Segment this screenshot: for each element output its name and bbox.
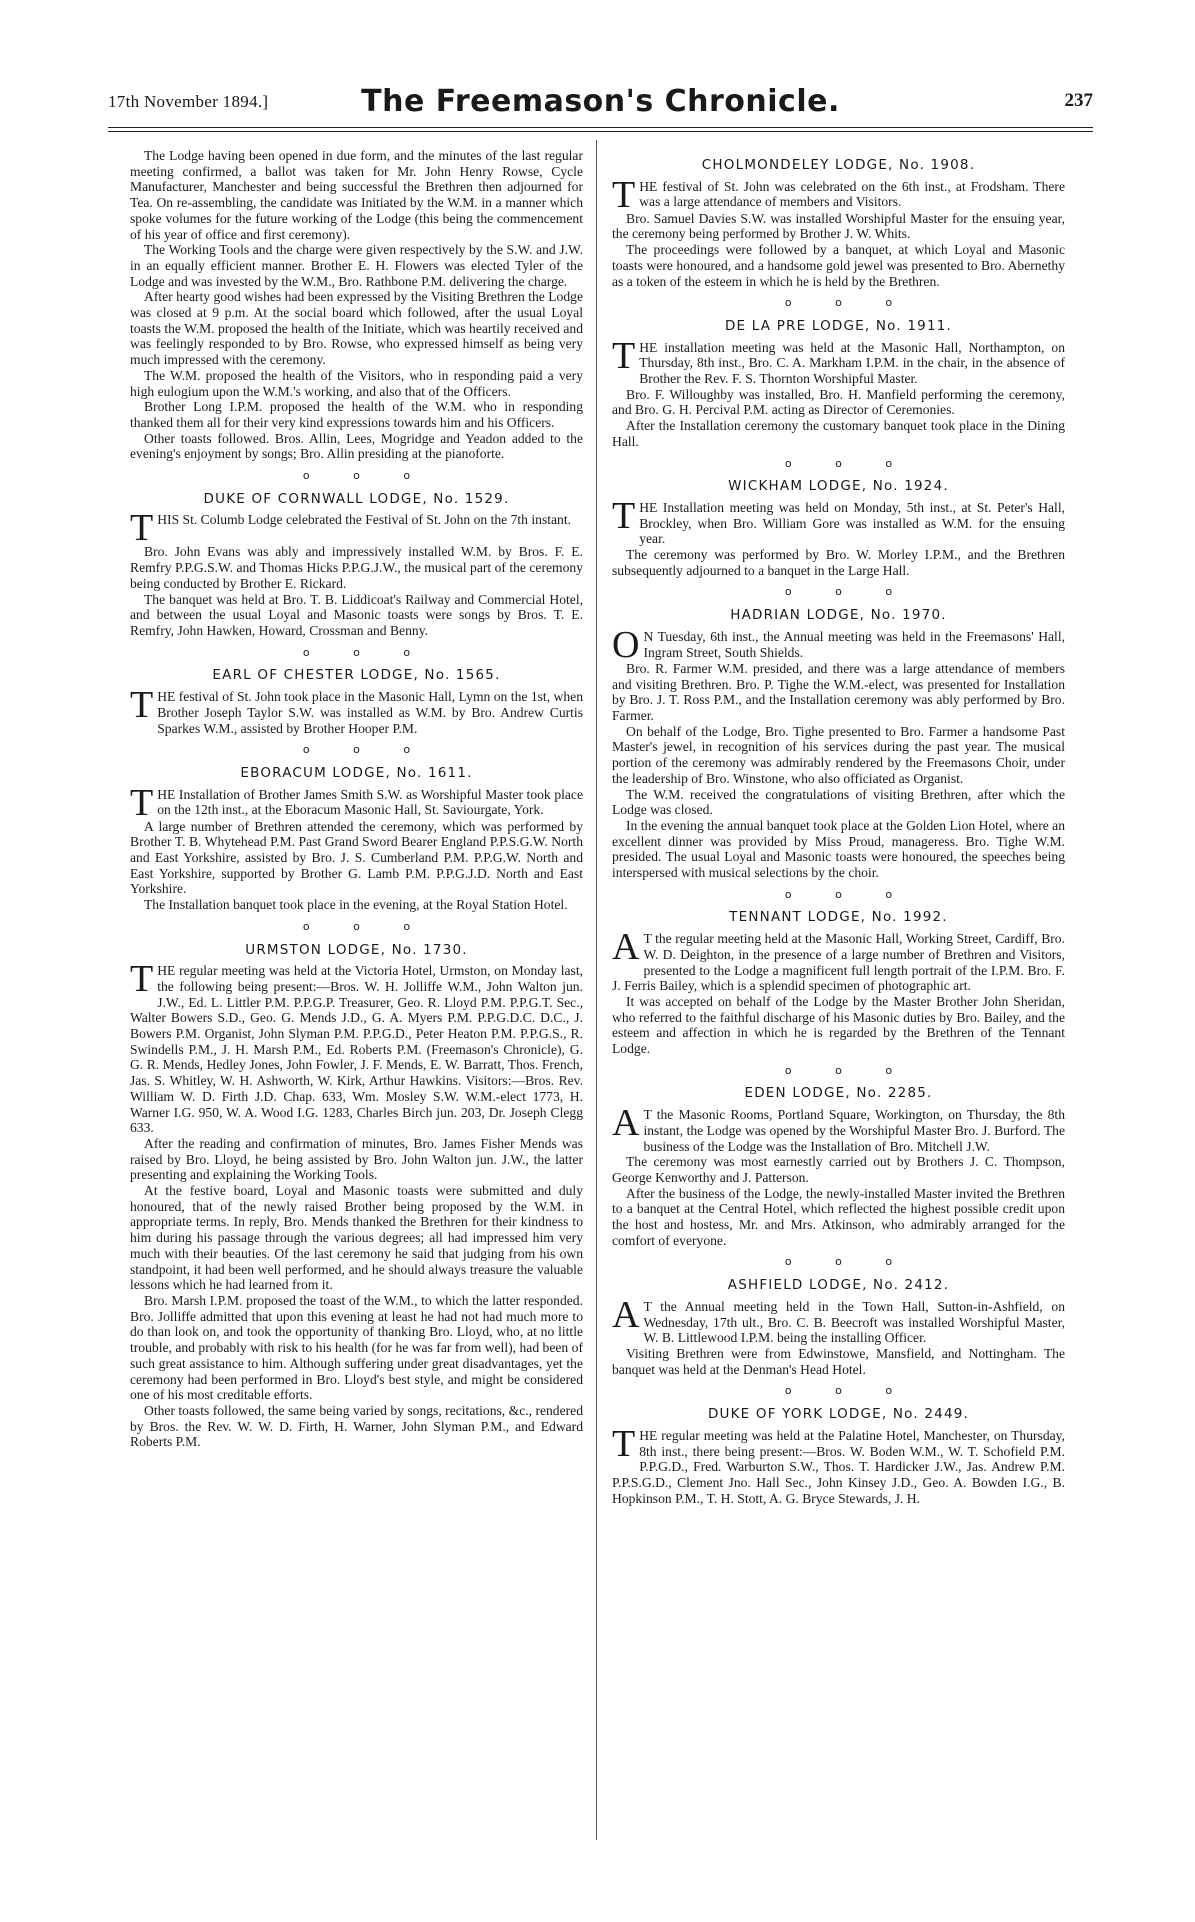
lead-text: HIS St. Columb Lodge celebrated the Festival of St. John on the 7th instant. xyxy=(157,512,572,528)
paragraph: Other toasts followed, the same being varied by songs, recitations, &c., rendered by Bros. the Rev. W. W. D. Firth, H. Warner, John Slyman P.M., and Edward Roberts P.M. xyxy=(130,1402,583,1450)
paragraph: The ceremony was performed by Bro. W. Morley I.P.M., and the Brethren subsequently adjourned to a banquet in the Large Hall. xyxy=(612,547,1065,578)
drop-cap: T xyxy=(612,499,636,537)
publication-title: The Freemason's Chronicle. xyxy=(361,84,840,119)
drop-cap: A xyxy=(612,1107,640,1145)
drop-cap: T xyxy=(612,339,636,377)
drop-cap: T xyxy=(130,963,154,1001)
section-separator: o o o xyxy=(302,743,431,757)
section-separator: o o o xyxy=(302,645,431,659)
lead-paragraph xyxy=(612,1428,1065,1507)
section-separator: o o o xyxy=(784,1384,913,1398)
section-separator: o o o xyxy=(784,585,913,599)
paragraph: The Installation banquet took place in the evening, at the Royal Station Hotel. xyxy=(144,897,568,913)
lead-text: N Tuesday, 6th inst., the Annual meeting was held in the Freemasons' Hall, Ingram Street, South Shields. xyxy=(643,628,1065,660)
paragraph: The banquet was held at Bro. T. B. Liddicoat's Railway and Commercial Hotel, and between the usual Loyal and Masonic toasts were songs by Bros. T. E. Remfry, John Hawken, Howard, Crossman and Benny. xyxy=(130,591,583,638)
paragraph: Brother Long I.P.M. proposed the health of the W.M. who in responding thanked them all for their very kind expressions towards him and his Officers. xyxy=(130,399,583,430)
paragraph: After the reading and confirmation of minutes, Bro. James Fisher Mends was raised by Bro. Lloyd, he being assisted by Bro. John Walton jun. J.W., the latter presenting and explaining the Working Tools. xyxy=(130,1135,583,1183)
paragraph: It was accepted on behalf of the Lodge by the Master Brother John Sheridan, who referred to the faithful discharge of his Masonic duties by Bro. Bailey, and the esteem and affection in which he is regarded by the Brethren of the Tennant Lodge. xyxy=(612,993,1065,1057)
masthead xyxy=(108,84,1093,124)
drop-cap: T xyxy=(130,689,154,727)
column-divider xyxy=(596,140,597,1840)
lead-text: T the Masonic Rooms, Portland Square, Workington, on Thursday, the 8th instant, the Lodge was opened by the Worshipful Master Bro. J. Burford. The business of the Lodge was the Installation of Bro. Mitchell J.W. xyxy=(643,1107,1065,1154)
paragraph: The proceedings were followed by a banquet, at which Loyal and Masonic toasts were honoured, and a handsome gold jewel was presented to Bro. Abernethy as a token of the esteem in which he is held by the Brethren. xyxy=(612,242,1065,289)
lead-paragraph xyxy=(612,931,1065,994)
lodge-heading: EARL OF CHESTER LODGE, No. 1565. xyxy=(212,667,501,684)
lead-paragraph xyxy=(612,340,1065,387)
lead-text: HE festival of St. John took place in the Masonic Hall, Lymn on the 1st, when Brother Joseph Taylor S.W. was installed as W.M. by Bro. Andrew Curtis Sparkes W.M., assisted by Brother Hooper P.M. xyxy=(157,689,583,736)
drop-cap: A xyxy=(612,931,640,969)
lead-paragraph xyxy=(130,689,583,736)
paragraph: The Working Tools and the charge were given respectively by the S.W. and J.W. in an equally efficient manner. Brother E. H. Flowers was elected Tyler of the Lodge and was invested by the W.M., Bro. Rathbone P.M. delivering the charge. xyxy=(130,242,583,289)
lead-paragraph xyxy=(612,179,1065,211)
paragraph: On behalf of the Lodge, Bro. Tighe presented to Bro. Farmer a handsome Past Master's jewel, in recognition of his services during the past year. The musical portion of the ceremony was admirably rendered by the Freemasons Choir, under the leadership of Bro. Winstone, who also officiated as Organist. xyxy=(612,723,1065,786)
lead-text: HE Installation of Brother James Smith S.W. as Worshipful Master took place on the 12th inst., at the Eboracum Masonic Hall, St. Saviourgate, York. xyxy=(157,786,583,818)
lodge-heading: HADRIAN LODGE, No. 1970. xyxy=(730,607,947,624)
lead-text: T the regular meeting held at the Masonic Hall, Working Street, Cardiff, Bro. W. D. Deighton, in the presence of a large number of Brethren and Visitors, presented to the Lodge a magnificent full length portrait of the I.P.M. Bro. F. J. Ferris Bailey, which is a splendid specimen of photographic art. xyxy=(612,931,1065,994)
lead-text: HE Installation meeting was held on Monday, 5th inst., at St. Peter's Hall, Brockley, when Bro. William Gore was installed as W.M. for the ensuing year. xyxy=(639,499,1065,547)
lead-text: HE regular meeting was held at the Victoria Hotel, Urmston, on Monday last, the following being present:—Bros. W. H. Jolliffe W.M., John Walton jun. J.W., Ed. L. Littler P.M. P.P.G.P. Treasurer, Geo. R. Lloyd P.M. P.P.G.T. Sec., Walter Bowers S.D., Geo. G. Mends J.D., G. A. Myers P.M. P.P.G.D.C. D.C., J. Bowers P.M. Organist, John Slyman P.M. P.P.G.D., Peter Heaton P.M. P.P.G.S., R. Swindells P.M., J. H. Marsh P.M., Ed. Roberts P.M. (Freemason's Chronicle), G. G. R. Mends, Hedley Jones, John Fowler, J. F. Mends, E. W. Barratt, Thos. French, Jas. S. Whitley, W. H. Ashworth, W. Kirk, Arthur Hawkins. Visitors:—Bros. Rev. William W. D. Firth J.D. Chap. 633, Wm. Mosley S.W. W.M.-elect 1773, H. Warner I.G. 950, W. A. Wood I.G. 1283, Charles Birch jun. 203, Dr. Joseph Clegg 633. xyxy=(130,963,583,1136)
lodge-heading: CHOLMONDELEY LODGE, No. 1908. xyxy=(701,157,976,173)
paragraph: After the Installation ceremony the customary banquet took place in the Dining Hall. xyxy=(612,418,1065,449)
section-separator: o o o xyxy=(784,1255,913,1269)
section-separator: o o o xyxy=(784,887,913,901)
paragraph: A large number of Brethren attended the ceremony, which was performed by Brother T. B. Whytehead P.M. Past Grand Sword Bearer England P.P.S.G.W. North and East Yorkshire, assisted by Bro. J. S. Cumberland P.M. P.P.G.W. North and East Yorkshire, supported by Brother G. Lamb P.M. P.P.G.J.D. North and East Yorkshire. xyxy=(130,818,583,897)
lead-paragraph xyxy=(612,1299,1065,1346)
lodge-heading: EBORACUM LODGE, No. 1611. xyxy=(240,764,473,781)
paragraph: Bro. John Evans was ably and impressively installed W.M. by Bros. F. E. Remfry P.P.G.S.W. and Thomas Hicks P.P.G.J.W., the musical part of the ceremony being conducted by Brother E. Rickard. xyxy=(130,544,583,591)
paragraph: Bro. Marsh I.P.M. proposed the toast of the W.M., to which the latter responded. Bro. Jolliffe admitted that upon this evening at least he had not had much more to do than look on, and took the opportunity of thanking Bro. Lloyd, who, at no little trouble, and probably with risk to his health (for he was far from well), had been of such great assistance to him. Although suffering under great disadvantages, yet the ceremony had been performed in Bro. Lloyd's best style, and might be considered one of his most creditable efforts. xyxy=(130,1293,583,1403)
paragraph: Visiting Brethren were from Edwinstowe, Mansfield, and Nottingham. The banquet was held at the Denman's Head Hotel. xyxy=(612,1346,1065,1377)
paragraph: Bro. F. Willoughby was installed, Bro. H. Manfield performing the ceremony, and Bro. G. H. Percival P.M. acting as Director of Ceremonies. xyxy=(612,386,1065,418)
drop-cap: O xyxy=(612,628,640,661)
paragraph: The W.M. proposed the health of the Visitors, who in responding paid a very high eulogium upon the W.M.'s working, and also that of the Officers. xyxy=(130,367,583,399)
paragraph: The Lodge having been opened in due form, and the minutes of the last regular meeting confirmed, a ballot was taken for Mr. John Henry Rowse, Cycle Manufacturer, Manchester and being successful the Brethren then adjourned for Tea. On re-assembling, the candidate was Initiated by the W.M. in a manner which spoke volumes for the future working of the Lodge (this being the commencement of his year of office and first ceremony). xyxy=(130,148,583,242)
lead-paragraph xyxy=(612,1107,1065,1154)
lodge-heading: DUKE OF CORNWALL LODGE, No. 1529. xyxy=(203,490,510,507)
paragraph: After the business of the Lodge, the newly-installed Master invited the Brethren to a banquet at the Central Hotel, which reflected the highest possible credit upon the host and hostess, Mr. and Mrs. Atkinson, who admirably arranged for the comfort of everyone. xyxy=(612,1185,1065,1248)
left-column xyxy=(130,148,583,1450)
paragraph: After hearty good wishes had been expressed by the Visiting Brethren the Lodge was closed at 9 p.m. At the social board which followed, after the usual Loyal toasts the W.M. proposed the health of the Initiate, which was heartily received and was feelingly responded to by Bro. Rowse, who expressed himself as being very much impressed with the ceremony. xyxy=(130,289,583,368)
section-separator: o o o xyxy=(784,1063,913,1077)
page-number: 237 xyxy=(1064,90,1093,111)
lead-text: HE regular meeting was held at the Palatine Hotel, Manchester, on Thursday, 8th inst., there being present:—Bros. W. Boden W.M., W. T. Schofield P.M. P.P.G.D., Fred. Warburton S.W., Thos. T. Hardicker J.W., Jas. Andrew P.M. P.P.S.G.D., Clement Jno. Hall Sec., John Kinsey J.D., Geo. A. Bowden I.G., B. Hopkinson P.M., T. H. Stott, A. G. Bryce Stewards, J. H. xyxy=(612,1427,1065,1506)
lodge-heading: TENNANT LODGE, No. 1992. xyxy=(729,909,948,926)
paragraph: The W.M. received the congratulations of visiting Brethren, after which the Lodge was closed. xyxy=(612,786,1065,818)
section-separator: o o o xyxy=(784,456,913,470)
masthead-rule-thin xyxy=(108,131,1093,132)
paragraph: At the festive board, Loyal and Masonic toasts were submitted and duly honoured, that of the newly raised Brother being proposed by the W.M. in appropriate terms. In reply, Bro. Mends thanked the Brethren for their kindness to him during his passage through the various degrees; all had impressed him very much with their beauties. Of the last ceremony he said that judging from his own standpoint, it had been well performed, and he should always treasure the valuable lessons which he had learned from it. xyxy=(130,1183,583,1293)
paragraph: The ceremony was most earnestly carried out by Brothers J. C. Thompson, George Kenworthy and J. Patterson. xyxy=(612,1154,1065,1185)
paragraph: Bro. R. Farmer W.M. presided, and there was a large attendance of members and visiting Brethren. Bro. P. Tighe the W.M.-elect, was presented for Installation by Bro. J. T. Ross P.M., and the Installation ceremony was ably performed by Bro. Farmer. xyxy=(612,660,1065,723)
lead-paragraph xyxy=(130,512,583,544)
lodge-heading: DUKE OF YORK LODGE, No. 2449. xyxy=(707,1406,970,1423)
lead-text: HE installation meeting was held at the Masonic Hall, Northampton, on Thursday, 8th inst., Bro. C. A. Markham I.P.M. in the chair, in the absence of Brother the Rev. F. S. Thornton Worshipful Master. xyxy=(639,339,1065,387)
section-separator: o o o xyxy=(784,296,913,310)
paragraph: In the evening the annual banquet took place at the Golden Lion Hotel, where an excellent dinner was provided by Miss Proud, manageress. Bro. Tighe W.M. presided. The usual Loyal and Masonic toasts were honoured, the speeches being interspersed with musical selections by the choir. xyxy=(612,817,1066,881)
lead-paragraph xyxy=(612,500,1065,547)
lead-paragraph xyxy=(130,963,583,1136)
drop-cap: T xyxy=(130,786,154,819)
right-column xyxy=(612,152,1065,1506)
paragraph: Bro. Samuel Davies S.W. was installed Worshipful Master for the ensuing year, the ceremony being performed by Brother J. W. Whits. xyxy=(612,210,1065,242)
section-separator: o o o xyxy=(302,469,431,483)
masthead-rule xyxy=(108,127,1093,128)
lodge-heading: DE LA PRE LODGE, No. 1911. xyxy=(724,317,953,334)
section-separator: o o o xyxy=(302,919,431,933)
lodge-heading: EDEN LODGE, No. 2285. xyxy=(744,1085,933,1102)
lead-text: HE festival of St. John was celebrated on the 6th inst., at Frodsham. There was a large attendance of members and Visitors. xyxy=(639,178,1065,210)
lead-paragraph xyxy=(130,787,583,819)
drop-cap: T xyxy=(612,178,636,211)
lead-text: T the Annual meeting held in the Town Hall, Sutton-in-Ashfield, on Wednesday, 17th ult., Bro. C. B. Beecroft was installed Worshipful Master, W. B. Littlewood I.P.M. being the installing Officer. xyxy=(643,1298,1065,1346)
lodge-heading: WICKHAM LODGE, No. 1924. xyxy=(728,478,949,495)
lodge-heading: URMSTON LODGE, No. 1730. xyxy=(245,941,468,958)
lodge-heading: ASHFIELD LODGE, No. 2412. xyxy=(727,1277,950,1294)
issue-date: 17th November 1894.] xyxy=(108,92,269,111)
drop-cap: T xyxy=(612,1427,636,1465)
drop-cap: A xyxy=(612,1298,640,1336)
drop-cap: T xyxy=(130,512,154,545)
paragraph: Other toasts followed. Bros. Allin, Lees, Mogridge and Yeadon added to the evening's enjoyment by songs; Bro. Allin presiding at the pianoforte. xyxy=(130,430,583,462)
lead-paragraph xyxy=(612,629,1065,661)
